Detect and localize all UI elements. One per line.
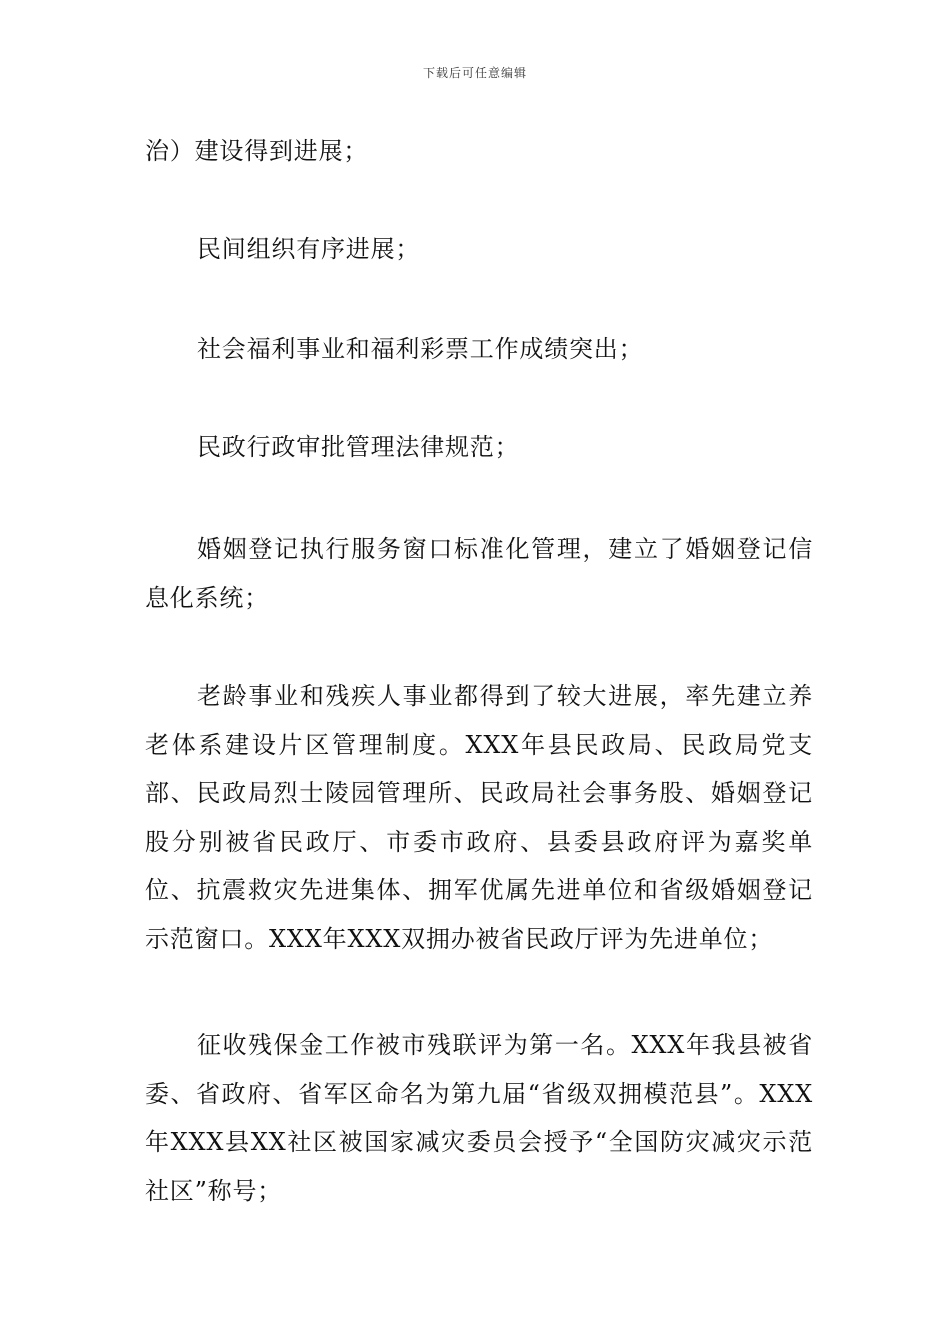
paragraph-civil-organizations: 民间组织有序进展； — [197, 235, 421, 263]
page-header: 下载后可任意编辑 — [422, 66, 527, 80]
paragraph-social-welfare: 社会福利事业和福利彩票工作成绩突出； — [197, 335, 644, 363]
paragraph-disability-fund: 征收残保金工作被市残联评为第一名。XXX年我县被省委、省政府、省军区命名为第九届“省级双拥模范县”。XXX年XXX县XX社区被国家减灾委员会授予“全国防灾减灾示范社区”称号； — [145, 1031, 813, 1205]
paragraph-elderly-disability: 老龄事业和残疾人事业都得到了较大进展，率先建立养老体系建设片区管理制度。XXX年县民政局、民政局党支部、民政局烈士陵园管理所、民政局社会事务股、婚姻登记股分别被省民政厅、市委市政府、县委县政府评为嘉奖单位、抗震救灾先进集体、拥军优属先进单位和省级婚姻登记示范窗口。XXX年XXX双拥办被省民政厅评为先进单位； — [145, 682, 813, 953]
paragraph-marriage-registration: 婚姻登记执行服务窗口标准化管理，建立了婚姻登记信息化系统； — [145, 535, 813, 612]
paragraph-continuation: 治）建设得到进展； — [145, 137, 369, 165]
paragraph-administrative-approval: 民政行政审批管理法律规范； — [197, 433, 520, 461]
